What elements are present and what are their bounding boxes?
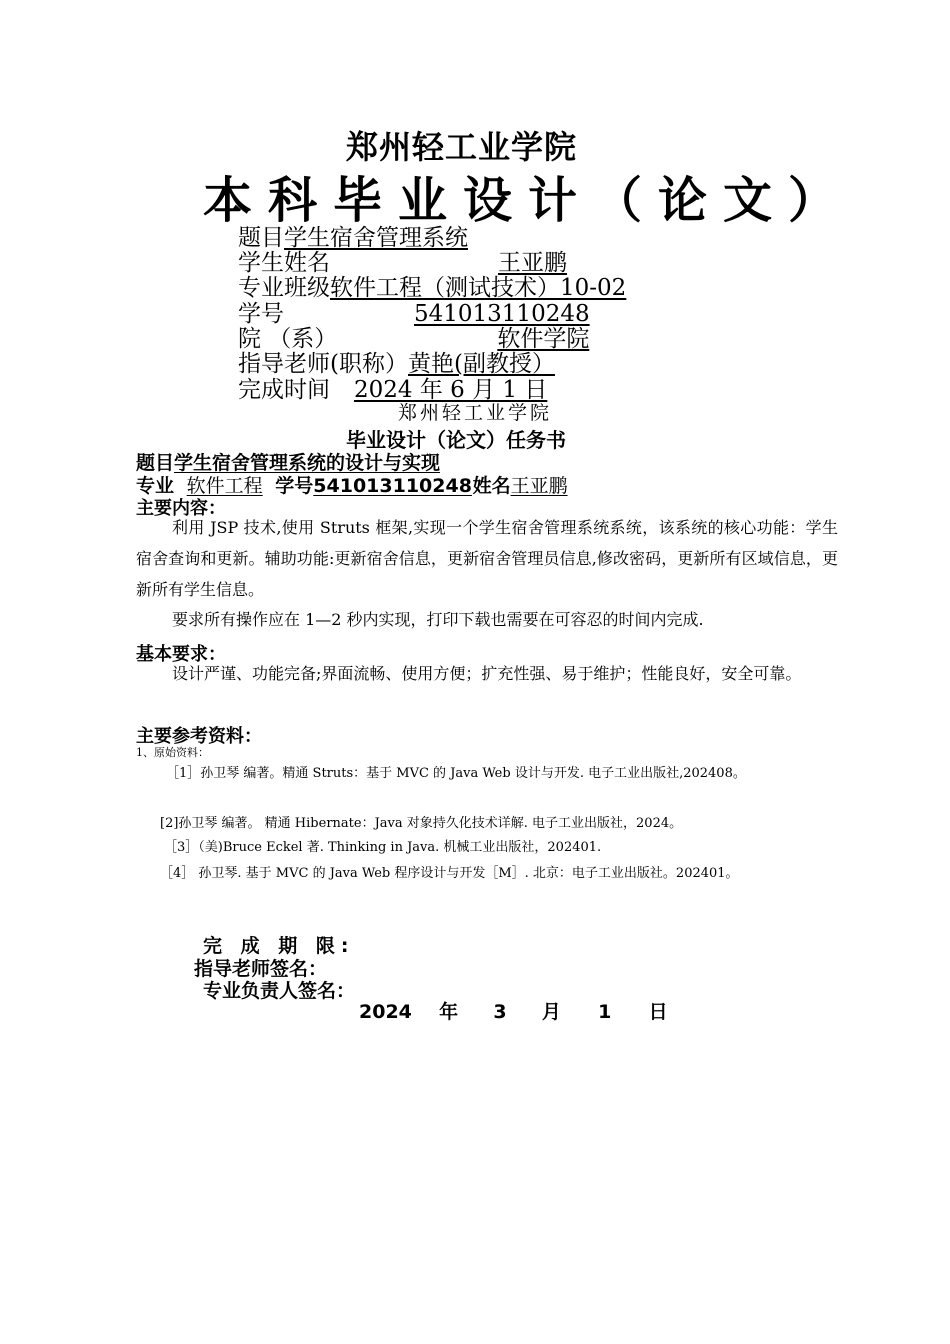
task-topic-value: 学生宿舍管理系统的设计与实现 (174, 452, 441, 474)
references-sub: 1、原始资料： (136, 746, 209, 759)
reference-3: ［3］（美)Bruce Eckel 著. Thinking in Java. 机械工业出版社，202401. (164, 840, 602, 855)
cover-major-label: 专业班级 (238, 275, 330, 301)
task-id-value: 541013110248 (313, 475, 472, 497)
cover-topic-value: 学生宿舍管理系统 (284, 225, 468, 251)
content-heading: 主要内容： (136, 498, 226, 519)
content-paragraph-2: 要求所有操作应在 1—2 秒内实现，打印下载也需要在可容忍的时间内完成. (172, 610, 704, 629)
requirements-text: 设计严谨、功能完备;界面流畅、使用方便；扩充性强、易于维护；性能良好，安全可靠。 (172, 664, 802, 683)
task-major-value: 软件工程 (186, 475, 263, 497)
cover-advisor-label: 指导老师(职称） (238, 351, 408, 377)
cover-date-label: 完成时间 (238, 377, 330, 403)
deadline-label: 完 成 期 限: (203, 935, 355, 957)
signoff-year: 2024 (359, 1001, 412, 1023)
reference-2: [2]孙卫琴 编著。 精通 Hibernate：Java 对象持久化技术详解. 电子工业出版社，2024。 (160, 816, 683, 831)
requirements-heading: 基本要求： (136, 644, 226, 665)
task-name-label: 姓名 (472, 475, 511, 497)
task-topic-label: 题目 (136, 452, 175, 474)
task-school-name: 郑州轻工业学院 (398, 402, 553, 424)
advisor-signature-label: 指导老师签名： (194, 958, 328, 980)
cover-title: 本科毕业设计（论文） (203, 171, 854, 229)
head-signature-label: 专业负责人签名： (203, 980, 356, 1002)
cover-dept-value: 软件学院 (497, 326, 590, 352)
cover-date-value: 2024 年 6 月 1 日 (354, 377, 548, 403)
reference-1: ［1］孙卫琴 编著。精通 Struts：基于 MVC 的 Java Web 设计与开发. 电子工业出版社,202408。 (166, 766, 746, 781)
task-major-label: 专业 (136, 475, 175, 497)
task-name-value: 王亚鹏 (510, 475, 568, 497)
signoff-day: 1 (598, 1001, 612, 1023)
task-heading: 毕业设计（论文）任务书 (346, 428, 566, 452)
cover-major-value: 软件工程（测试技术）10-02 (330, 275, 627, 301)
cover-advisor-value: 黄艳(副教授） (407, 351, 555, 377)
cover-school-name: 郑州轻工业学院 (346, 128, 578, 166)
signoff-year-unit: 年 (439, 1001, 459, 1023)
signoff-day-unit: 日 (648, 1001, 668, 1023)
cover-id-label: 学号 (238, 301, 284, 327)
cover-name-label: 学生姓名 (238, 250, 330, 276)
content-paragraph-1: 利用 JSP 技术,使用 Struts 框架,实现一个学生宿舍管理系统系统，该系统的核心功能：学生宿舍查询和更新。辅助功能:更新宿舍信息，更新宿舍管理员信息,修改密码，更新所有区域信息，更新所有学生信息。 (136, 518, 838, 599)
signoff-month-unit: 月 (541, 1001, 561, 1023)
cover-topic-label: 题目 (238, 225, 284, 251)
cover-name-value: 王亚鹏 (498, 250, 567, 276)
references-heading: 主要参考资料： (136, 726, 262, 747)
cover-dept-label: 院 （系） (238, 326, 338, 352)
signoff-date (359, 997, 668, 1024)
signoff-month: 3 (493, 1001, 507, 1023)
cover-id-value: 541013110248 (414, 301, 590, 327)
task-id-label: 学号 (275, 475, 314, 497)
reference-4: ［4］ 孙卫琴. 基于 MVC 的 Java Web 程序设计与开发［M］. 北京：电子工业出版社。202401。 (160, 866, 739, 881)
